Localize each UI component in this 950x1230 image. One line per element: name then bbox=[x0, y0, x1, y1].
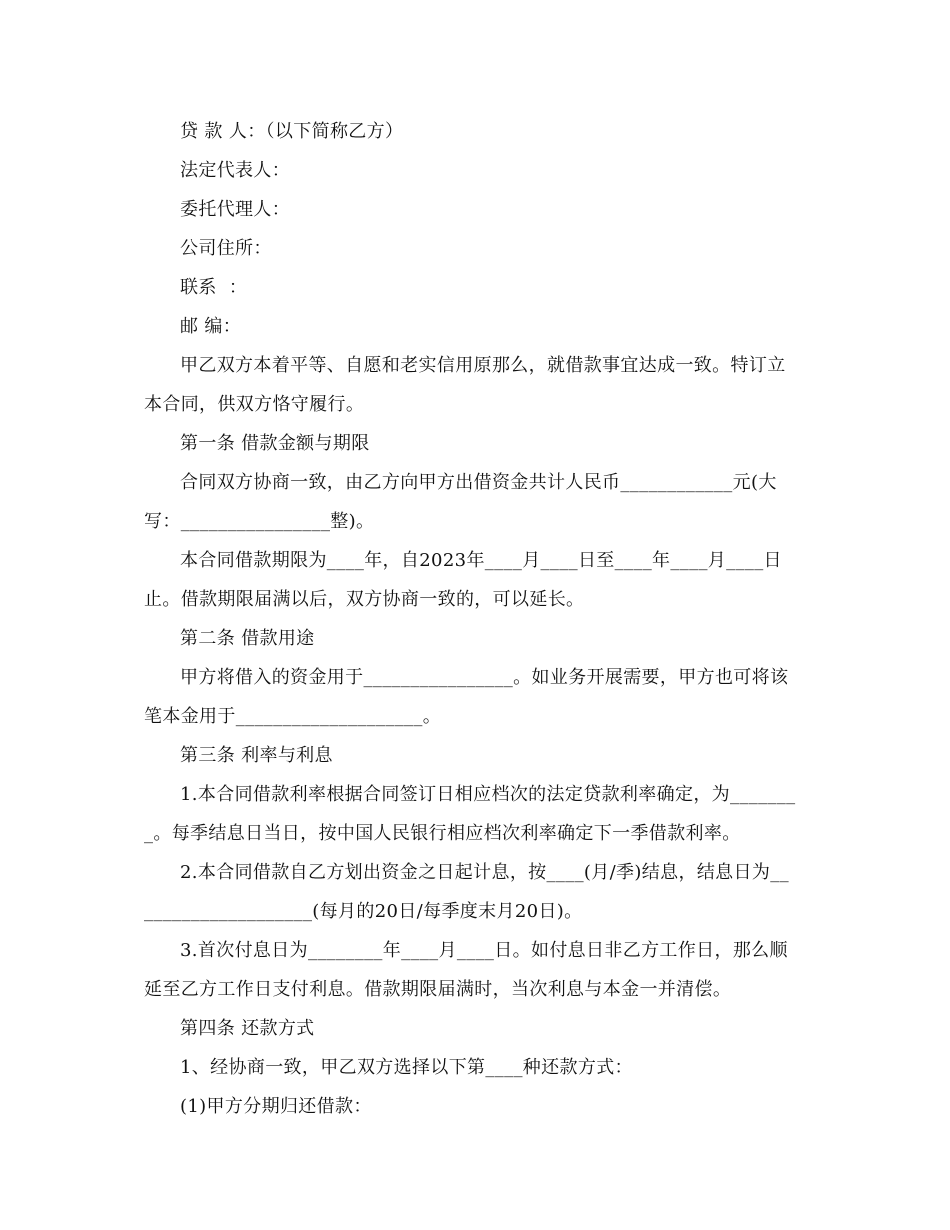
loan-purpose-paragraph: 甲方将借入的资金用于________________。如业务开展需要，甲方也可将该笔本金用于____________________。 bbox=[144, 667, 789, 727]
legal-representative-line: 法定代表人： bbox=[180, 160, 291, 181]
contract-body bbox=[144, 112, 796, 1126]
interest-rate-clause-1: 1.本合同借款利率根据合同签订日相应档次的法定贷款利率确定，为________。每季结息日当日，按中国人民银行相应档次利率确定下一季借款利率。 bbox=[144, 784, 796, 844]
company-address-line: 公司住所： bbox=[180, 238, 272, 259]
loan-term-paragraph: 本合同借款期限为____年，自2023年____月____日至____年____月____日止。借款期限届满以后，双方协商一致的，可以延长。 bbox=[144, 550, 782, 610]
repayment-clause-1: 1、经协商一致，甲乙双方选择以下第____种还款方式： bbox=[180, 1057, 633, 1078]
lender-line: 贷 款 人：（以下简称乙方） bbox=[180, 121, 404, 142]
article-3-heading: 第三条 利率与利息 bbox=[180, 745, 333, 766]
interest-rate-clause-2: 2.本合同借款自乙方划出资金之日起计息，按____(月/季)结息，结息日为____________________(每月的20日/每季度末月20日)。 bbox=[144, 862, 789, 922]
postal-code-line: 邮 编： bbox=[180, 316, 242, 337]
contract-intro-paragraph: 甲乙双方本着平等、自愿和老实信用原那么，就借款事宜达成一致。特订立本合同，供双方恪守履行。 bbox=[144, 355, 786, 415]
interest-rate-clause-3: 3.首次付息日为________年____月____日。如付息日非乙方工作日，那么顺延至乙方工作日支付利息。借款期限届满时，当次利息与本金一并清偿。 bbox=[144, 940, 788, 1000]
article-4-heading: 第四条 还款方式 bbox=[180, 1018, 315, 1039]
repayment-option-1: (1)甲方分期归还借款： bbox=[180, 1096, 372, 1117]
article-1-heading: 第一条 借款金额与期限 bbox=[180, 433, 370, 454]
article-2-heading: 第二条 借款用途 bbox=[180, 628, 315, 649]
loan-amount-paragraph: 合同双方协商一致，由乙方向甲方出借资金共计人民币____________元(大写：________________整)。 bbox=[144, 472, 777, 532]
contact-line: 联系 ： bbox=[180, 277, 248, 298]
authorized-agent-line: 委托代理人： bbox=[180, 199, 291, 220]
